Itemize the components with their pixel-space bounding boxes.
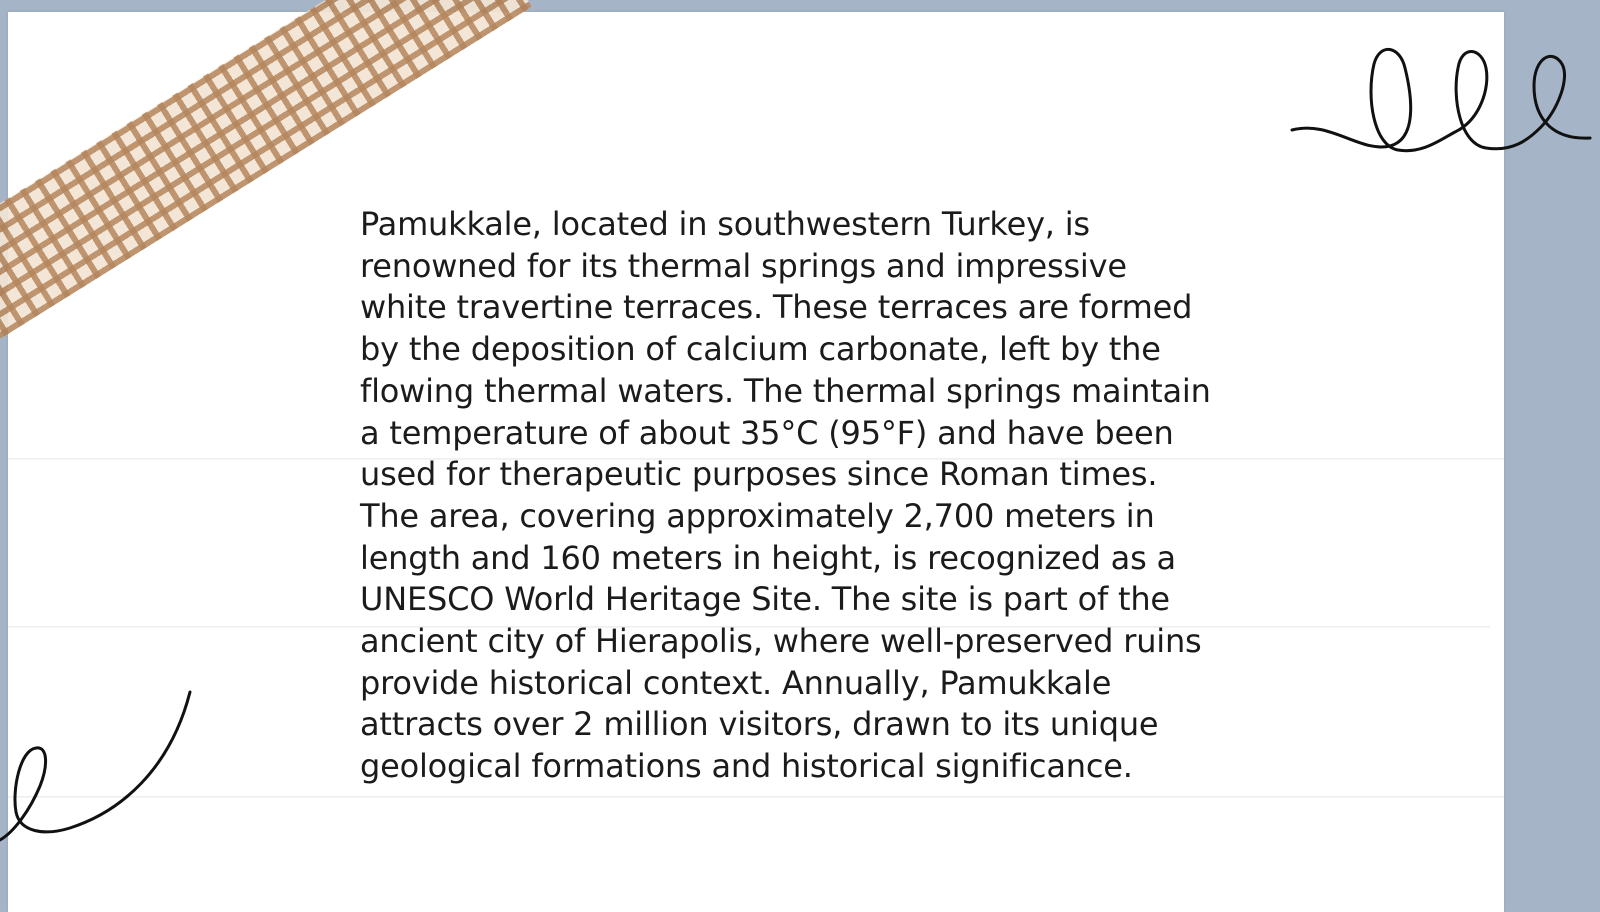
- paper-crease: [8, 796, 1504, 798]
- body-paragraph: Pamukkale, located in southwestern Turkey, is renowned for its thermal springs and impressive white travertine terraces. These terraces are formed by the deposition of calcium carbonate, left by the flowing thermal waters. The thermal springs maintain a temperature of about 35°C (95°F) and have been used for therapeutic purposes since Roman times. The area, covering approximately 2,700 meters in length and 160 meters in height, is recognized as a UNESCO World Heritage Site. The site is part of the ancient city of Hierapolis, where well-preserved ruins provide historical context. Annually, Pamukkale attracts over 2 million visitors, drawn to its unique geological formations and historical significance.: [360, 205, 1211, 786]
- swoosh-scribble-icon: [0, 690, 200, 850]
- loop-scribble-icon: [1290, 28, 1600, 168]
